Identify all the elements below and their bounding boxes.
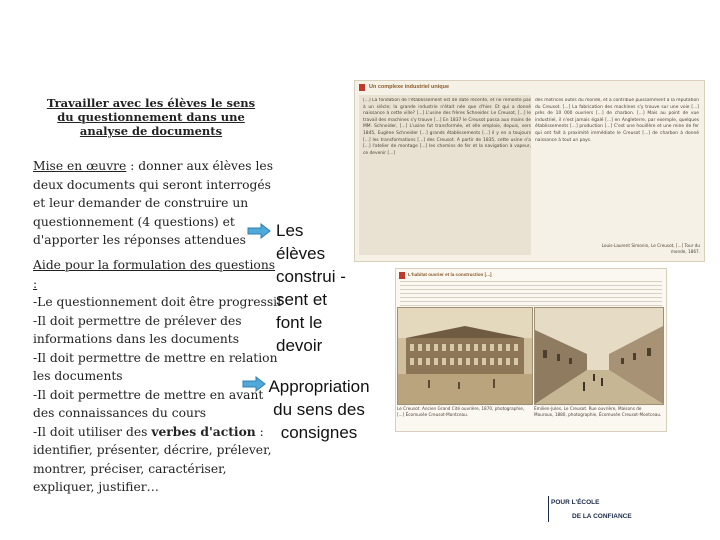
aide-verbes-suffix: : identifier, présenter, décrire, prélever, montrer, préciser, caractériser, expliquer, justifier…: [33, 424, 272, 494]
photo-2-caption: Émilien-Jules, Le Creusot. Rue ouvrière, Maisons de Mouroux, 1880, photographie, Écomusée Creusot-Montceau.: [534, 406, 662, 417]
aide-line: -Il doit permettre de mettre en relation les documents: [33, 350, 278, 383]
factory-photo: [397, 307, 533, 405]
document-1-source: Louis-Laurent Simonin, Le Creusot, [...] Tour du monde, 1867.: [601, 243, 700, 254]
arrow-right-icon: [247, 223, 271, 239]
aide-verbes-prefix: -Il doit utiliser des: [33, 424, 152, 439]
aide-label: Aide pour la formulation des questions :: [33, 258, 276, 291]
logo-text-line-2: DE LA CONFIANCE: [572, 513, 632, 520]
aide-verbes-bold: verbes d'action: [151, 423, 256, 439]
label-eleves: Les élèves construi -sent et font le devoir: [276, 221, 346, 355]
document-badge-icon: [399, 272, 405, 279]
document-1-heading: Un complexe industriel unique: [369, 84, 450, 90]
document-1-column-2: des motrices outils du monde, et a contribué puissamment à la réputation du Creusot. [...] La fabrication des machines s'y trouve sur une voie [...] près de 10 000 ouvriers [...] de charbon. [...] Mais au point de vue industriel, il n'est jamais égalé [...] en Angleterre, par exemple, quelques établissements [...] production [...] C'est une houillère et une mine de fer qui ont fait à proximité immédiate le Creusot [...] de charbon à donné naissance à tout un pays.: [535, 98, 699, 143]
logo-text-line-1: POUR L'ÉCOLE: [551, 499, 600, 506]
mise-en-oeuvre-label: Mise en œuvre: [33, 159, 127, 173]
aide-verbes-line: [33, 423, 283, 497]
document-badge-icon: [359, 84, 365, 91]
document-1: [354, 80, 705, 262]
mise-en-oeuvre-paragraph: [33, 157, 283, 250]
workers-street-photo: [534, 307, 664, 405]
label-appropriation: Appropriation du sens des consignes: [268, 377, 370, 442]
logo-divider: [548, 496, 549, 522]
slide-title: Travailler avec les élèves le sens du questionnement dans une analyse de documents: [46, 96, 256, 138]
document-2-heading: L'habitat ouvrier et la construction [...]: [408, 272, 492, 277]
document-2-intro-text: [400, 281, 662, 307]
photo-1-caption: Le Creusot. Ancien Grand Cité ouvrière, 1870, photographie, [...] Écomusée Creusot-Montceau.: [397, 406, 525, 417]
mise-en-oeuvre-text: : donner aux élèves les deux documents qui seront interrogés et leur demander de construire un questionnement (4 questions) et d'apporter les réponses attendues: [33, 159, 273, 247]
aide-line: -Le questionnement doit être progressif: [33, 295, 282, 309]
aide-line: -Il doit permettre de mettre en avant des connaissances du cours: [33, 387, 264, 420]
document-1-column-1: [...] La fondation de l'établissement est de date récente, et ne remonte pas à un siècle; la grande industrie n'était née que d'hier. Et qui a donné naissance à cette ville? [...] L'usine des frères Schneider. Le Creusot, [...] le travail des machines s'y trouve [...] En 1837 le Creusot passa aux mains de MM. Schneider, [...] L'usine fut transformée, et elle emploie, depuis, vers 1845, Eugène Schneider [...] grands établissements [...] il y en a toujours [...] les transformations [...] des Creusot. A partir de 1835, cette usine n'a [...] l'atelier de montage [...] les chemins de fer et la navigation à vapeur, ce devenir [...]: [363, 98, 531, 156]
aide-line: -Il doit permettre de prélever des informations dans les documents: [33, 313, 242, 346]
